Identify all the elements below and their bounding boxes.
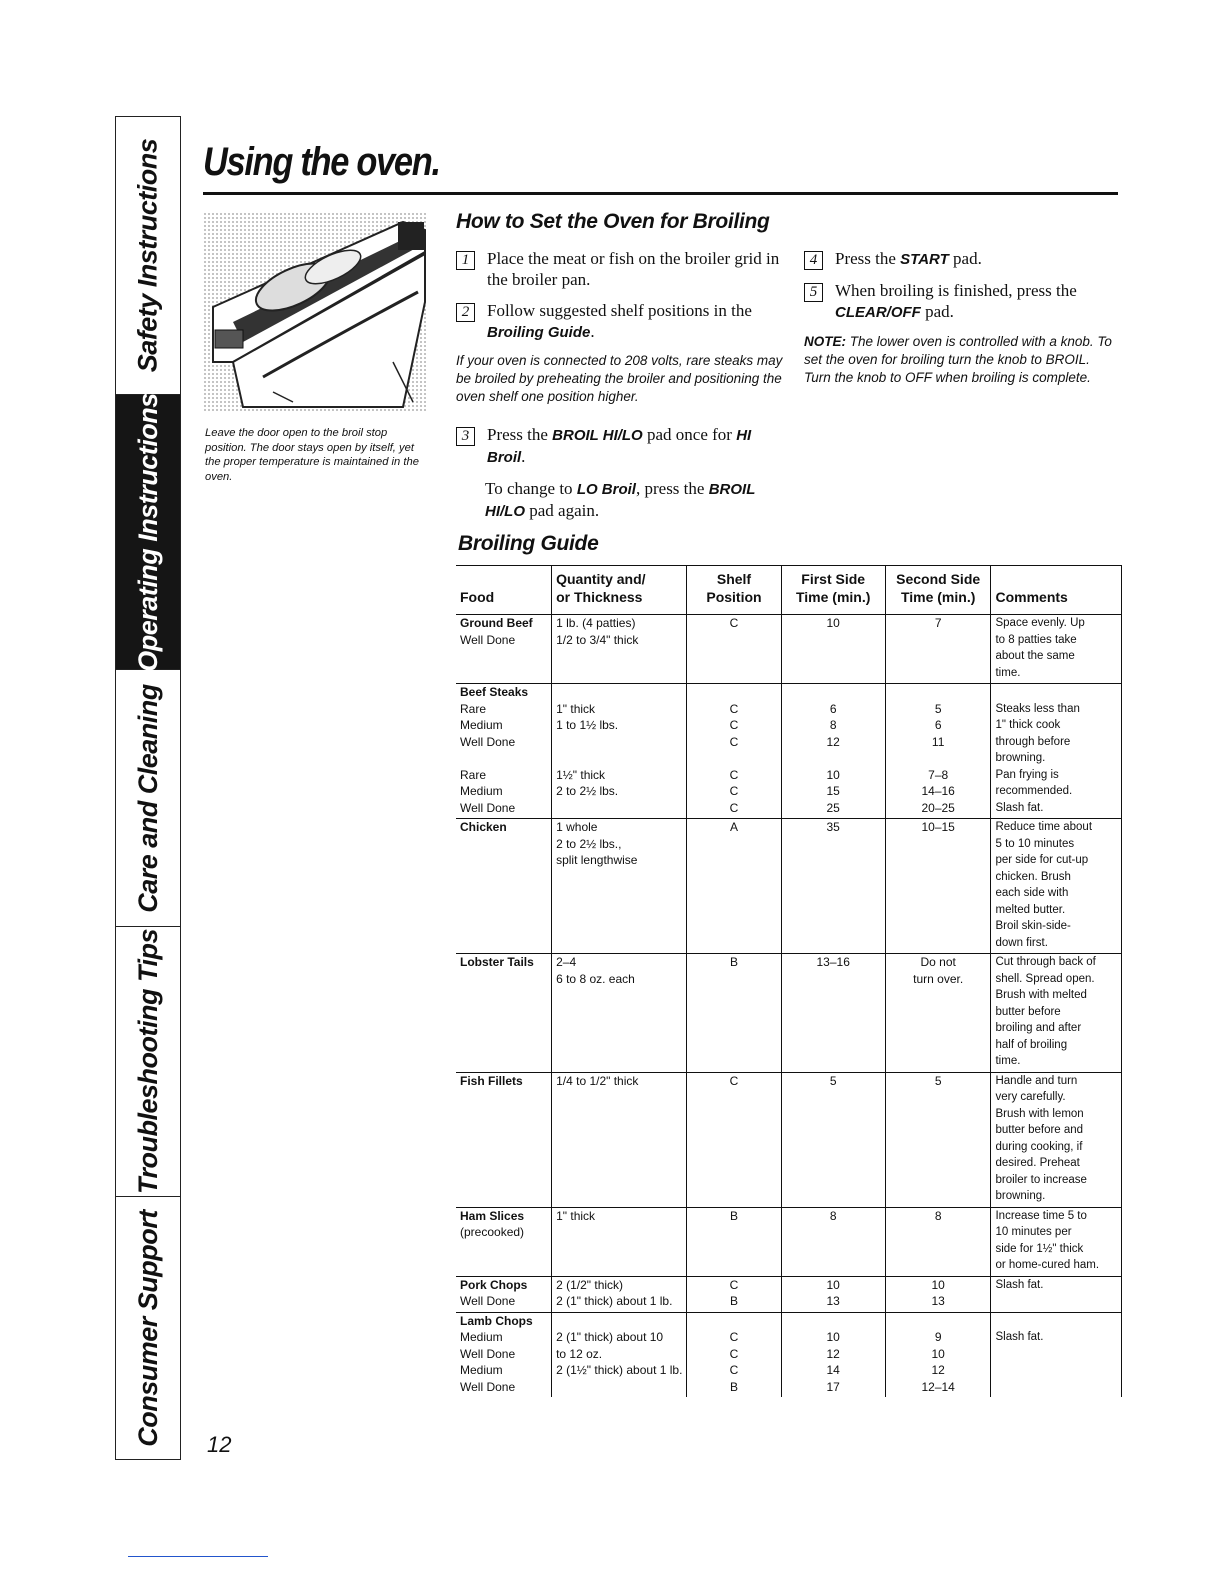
- quantity-cell-line: 2–4: [556, 955, 577, 969]
- food-cell: [456, 1072, 552, 1207]
- tab-operating-instructions[interactable]: [116, 392, 180, 672]
- title-rule: [203, 192, 1118, 195]
- start-pad-label: START: [900, 251, 949, 268]
- shelf-cell-line: B: [729, 1379, 738, 1394]
- step-4: [804, 248, 1124, 270]
- quantity-cell: [552, 954, 687, 1073]
- comments-cell: [991, 1276, 1122, 1312]
- comments-cell-line: Slash fat.: [995, 1331, 1044, 1343]
- comments-cell-line: very carefully.: [995, 1091, 1066, 1103]
- comments-cell-line: about the same: [995, 650, 1075, 662]
- table-row: [456, 1276, 1122, 1312]
- first-side-cell-line: 10: [826, 767, 840, 782]
- broiling-guide-table: [456, 565, 1122, 1397]
- food-cell: [456, 1276, 552, 1312]
- second-side-cell-line: 5: [934, 1073, 942, 1088]
- first-side-cell-line: [786, 684, 881, 701]
- comments-cell-line: 1" thick cook: [995, 719, 1061, 731]
- comments-cell-line: desired. Preheat: [995, 1157, 1080, 1169]
- shelf-cell-line: C: [729, 734, 739, 749]
- shelf-cell-line: B: [729, 1208, 738, 1223]
- comments-cell-line: Cut through back of: [995, 956, 1096, 968]
- header-comments: Comments: [991, 566, 1122, 615]
- broiling-guide-heading: Broiling Guide: [458, 532, 599, 555]
- shelf-cell-line: C: [729, 718, 739, 732]
- step-text: Press the BROIL HI/LO pad once for HI Broil.: [487, 425, 752, 466]
- food-cell-line: Ground Beef: [460, 616, 533, 630]
- shelf-cell: [687, 684, 781, 819]
- second-side-cell: [885, 1072, 991, 1207]
- second-side-cell-line: Do not: [920, 955, 956, 969]
- first-side-cell-line: 6: [829, 701, 837, 716]
- food-cell-line: Well Done: [460, 800, 516, 815]
- shelf-cell: [687, 1207, 781, 1276]
- quantity-cell-line: [556, 1313, 682, 1330]
- quantity-cell: [552, 819, 687, 954]
- quantity-cell-line: [556, 684, 682, 701]
- step-text: Press the START pad.: [835, 249, 982, 268]
- comments-cell-line: butter before and: [995, 1124, 1084, 1136]
- header-second-side: Second Side Time (min.): [885, 566, 991, 615]
- quantity-cell: [552, 1072, 687, 1207]
- comments-cell-line: [995, 1313, 1117, 1330]
- shelf-cell-line: [691, 750, 776, 767]
- table-row: [456, 684, 1122, 819]
- tab-label: Safety Instructions: [132, 138, 163, 373]
- second-side-cell-line: 7: [934, 616, 942, 630]
- food-cell-line: (precooked): [460, 1225, 525, 1239]
- tab-safety-instructions[interactable]: [116, 117, 180, 395]
- tab-label: Consumer Support: [132, 1209, 163, 1447]
- step-text: When broiling is finished, press the CLEAR/OFF pad.: [835, 281, 1077, 321]
- second-side-cell-line: 13: [931, 1294, 945, 1308]
- tab-label: Operating Instructions: [132, 392, 163, 672]
- quantity-cell-line: 2 to 2½ lbs.: [556, 784, 619, 798]
- comments-cell: [991, 1312, 1122, 1397]
- quantity-cell-line: 1/2 to 3/4" thick: [556, 632, 639, 647]
- quantity-cell-line: 6 to 8 oz. each: [556, 971, 635, 986]
- food-cell-line: Well Done: [460, 632, 516, 647]
- first-side-cell: [781, 1207, 885, 1276]
- first-side-cell: [781, 954, 885, 1073]
- step-1: [456, 248, 786, 290]
- second-side-cell-line: 10–15: [921, 820, 955, 834]
- shelf-cell-line: C: [729, 616, 739, 630]
- comments-cell: [991, 1207, 1122, 1276]
- comments-cell-line: butter before: [995, 1005, 1061, 1018]
- quantity-cell-line: 1/4 to 1/2" thick: [556, 1073, 639, 1088]
- food-cell-line: Lobster Tails: [460, 955, 534, 969]
- quantity-cell: [552, 1276, 687, 1312]
- first-side-cell: [781, 1276, 885, 1312]
- quantity-cell-line: [556, 1379, 682, 1396]
- table-row: [456, 819, 1122, 954]
- first-side-cell: [781, 684, 885, 819]
- comments-cell-line: or home-cured ham.: [995, 1259, 1100, 1271]
- second-side-cell-line: 6: [934, 718, 942, 732]
- quantity-cell-line: [556, 750, 682, 767]
- step-5: [804, 280, 1124, 323]
- voltage-note: If your oven is connected to 208 volts, rare steaks may be broiled by preheating the broiler and positioning the oven shelf one position higher.: [456, 353, 783, 404]
- first-side-cell-line: 5: [829, 1073, 837, 1088]
- illustration-caption: Leave the door open to the broil stop position. The door stays open by itself, yet the proper temperature is maintained in the oven.: [205, 427, 419, 483]
- step-3: [456, 424, 786, 468]
- food-cell: [456, 954, 552, 1073]
- shelf-cell-line: C: [729, 1073, 739, 1088]
- second-side-cell-line: 10: [931, 1277, 945, 1292]
- second-side-cell: [885, 684, 991, 819]
- food-cell-line: Lamb Chops: [460, 1313, 533, 1328]
- shelf-cell: [687, 1312, 781, 1397]
- comments-cell-line: browning.: [995, 1190, 1046, 1202]
- shelf-cell-line: C: [729, 1330, 739, 1344]
- food-cell-line: Well Done: [460, 1379, 516, 1394]
- comments-cell-line: to 8 patties take: [995, 633, 1077, 646]
- comments-cell-line: recommended.: [995, 785, 1073, 797]
- food-cell-line: Well Done: [460, 734, 516, 749]
- comments-cell-line: shell. Spread open.: [995, 972, 1095, 985]
- comments-cell-line: down first.: [995, 936, 1048, 949]
- comments-cell-line: browning.: [995, 752, 1046, 764]
- step-number: 5: [804, 283, 823, 302]
- shelf-cell-line: C: [729, 1277, 739, 1292]
- clear-off-pad-label: CLEAR/OFF: [835, 304, 921, 321]
- shelf-cell-line: C: [729, 800, 739, 815]
- shelf-cell-line: [691, 1313, 776, 1330]
- first-side-cell-line: 15: [826, 784, 840, 798]
- first-side-cell-line: 35: [826, 820, 840, 834]
- food-cell: [456, 615, 552, 684]
- food-cell-line: Medium: [460, 1363, 503, 1377]
- shelf-cell: [687, 615, 781, 684]
- step-number: 1: [456, 251, 475, 270]
- quantity-cell-line: 1 whole: [556, 820, 598, 834]
- food-cell-line: Rare: [460, 701, 487, 716]
- second-side-cell: [885, 954, 991, 1073]
- second-side-cell-line: [890, 1313, 987, 1330]
- quantity-cell-line: 1 lb. (4 patties): [556, 616, 636, 630]
- second-side-cell: [885, 1207, 991, 1276]
- quantity-cell-line: 2 (1" thick) about 10: [556, 1330, 664, 1344]
- quantity-cell: [552, 684, 687, 819]
- second-side-cell-line: 20–25: [921, 800, 955, 815]
- table-row: [456, 954, 1122, 1073]
- comments-cell-line: half of broiling: [995, 1038, 1068, 1051]
- quantity-cell-line: 1" thick: [556, 701, 596, 716]
- quantity-cell-line: 2 to 2½ lbs.,: [556, 836, 622, 851]
- second-side-cell: [885, 615, 991, 684]
- comments-cell-line: [995, 684, 1117, 701]
- shelf-cell: [687, 819, 781, 954]
- second-side-cell-line: 14–16: [921, 784, 955, 798]
- section-sidebar: [115, 116, 181, 1460]
- food-cell-line: Ham Slices: [460, 1208, 525, 1223]
- first-side-cell-line: 25: [826, 800, 840, 815]
- table-row: [456, 1312, 1122, 1397]
- broil-hilo-pad-label: BROIL HI/LO: [552, 427, 643, 444]
- second-side-cell-line: 12: [931, 1363, 945, 1377]
- page-title: Using the oven.: [203, 140, 440, 184]
- broiling-heading: How to Set the Oven for Broiling: [456, 210, 770, 233]
- second-side-cell-line: 7–8: [928, 767, 949, 782]
- shelf-cell: [687, 1072, 781, 1207]
- comments-cell-line: 5 to 10 minutes: [995, 837, 1075, 850]
- tab-troubleshooting-tips[interactable]: [116, 927, 180, 1197]
- step-number: 2: [456, 303, 475, 322]
- footer-rule: [128, 1556, 268, 1557]
- second-side-cell-line: 5: [934, 701, 942, 716]
- quantity-cell: [552, 1207, 687, 1276]
- tab-label: Care and Cleaning: [132, 683, 163, 913]
- comments-cell-line: during cooking, if: [995, 1140, 1083, 1153]
- first-side-cell-line: 10: [826, 616, 840, 630]
- shelf-cell-line: C: [729, 701, 739, 716]
- comments-cell-line: per side for cut-up: [995, 854, 1089, 866]
- quantity-cell-line: split lengthwise: [556, 853, 638, 867]
- quantity-cell-line: 2 (1/2" thick): [556, 1277, 624, 1292]
- food-cell: [456, 684, 552, 819]
- first-side-cell-line: 12: [826, 1346, 840, 1361]
- food-cell: [456, 819, 552, 954]
- food-cell: [456, 1207, 552, 1276]
- first-side-cell-line: 14: [826, 1363, 840, 1377]
- second-side-cell-line: 12–14: [921, 1379, 955, 1394]
- quantity-cell-line: 2 (1" thick) about 1 lb.: [556, 1294, 673, 1308]
- quantity-cell-line: [556, 800, 682, 817]
- comments-cell-line: Brush with lemon: [995, 1107, 1084, 1120]
- quantity-cell: [552, 1312, 687, 1397]
- header-first-side: First Side Time (min.): [781, 566, 885, 615]
- comments-cell-line: 10 minutes per: [995, 1226, 1072, 1238]
- shelf-cell-line: C: [729, 1346, 739, 1361]
- food-cell-line: Medium: [460, 1330, 503, 1344]
- comments-cell-line: melted butter.: [995, 903, 1066, 916]
- comments-cell-line: Reduce time about: [995, 821, 1093, 833]
- comments-cell-line: time.: [995, 666, 1021, 679]
- shelf-cell-line: [691, 684, 776, 701]
- comments-cell-line: Space evenly. Up: [995, 617, 1085, 629]
- broiling-guide-ref: Broiling Guide: [487, 324, 591, 341]
- quantity-cell: [552, 615, 687, 684]
- first-side-cell-line: 10: [826, 1330, 840, 1344]
- table-row: [456, 1072, 1122, 1207]
- step-2: [456, 300, 786, 343]
- comments-cell-line: Brush with melted: [995, 989, 1087, 1001]
- first-side-cell-line: 17: [826, 1379, 840, 1394]
- food-cell-line: Pork Chops: [460, 1277, 528, 1292]
- comments-cell-line: Broil skin-side-: [995, 920, 1071, 932]
- food-cell-line: Rare: [460, 767, 487, 782]
- first-side-cell: [781, 615, 885, 684]
- shelf-cell-line: B: [729, 1294, 738, 1308]
- food-cell-line: Fish Fillets: [460, 1073, 523, 1088]
- second-side-cell: [885, 1276, 991, 1312]
- first-side-cell-line: 8: [829, 1208, 837, 1223]
- shelf-cell-line: C: [729, 767, 739, 782]
- first-side-cell: [781, 819, 885, 954]
- food-cell-line: Chicken: [460, 820, 507, 834]
- second-side-cell-line: turn over.: [913, 971, 964, 986]
- second-side-cell-line: 8: [934, 1208, 942, 1223]
- first-side-cell: [781, 1312, 885, 1397]
- step-3-continued: [485, 478, 785, 522]
- comments-cell-line: chicken. Brush: [995, 870, 1071, 883]
- broil-hilo-pad-label: BROIL HI/LO: [485, 481, 756, 520]
- comments-cell-line: each side with: [995, 887, 1069, 899]
- second-side-cell-line: 10: [931, 1346, 945, 1361]
- first-side-cell-line: 13: [826, 1294, 840, 1308]
- step-number: 3: [456, 427, 475, 446]
- comments-cell: [991, 615, 1122, 684]
- comments-cell-line: side for 1½" thick: [995, 1242, 1084, 1255]
- second-side-cell-line: 9: [934, 1330, 942, 1344]
- quantity-cell-line: to 12 oz.: [556, 1346, 603, 1361]
- food-cell-line: Beef Steaks: [460, 685, 529, 699]
- shelf-cell: [687, 1276, 781, 1312]
- first-side-cell-line: 13–16: [816, 955, 850, 969]
- comments-cell: [991, 684, 1122, 819]
- quantity-cell-line: [556, 734, 682, 751]
- shelf-cell-line: B: [729, 955, 738, 969]
- table-row: [456, 615, 1122, 684]
- first-side-cell-line: 10: [826, 1277, 840, 1292]
- page-number: 12: [207, 1432, 232, 1457]
- comments-cell-line: through before: [995, 735, 1071, 748]
- quantity-cell-line: 1 to 1½ lbs.: [556, 718, 619, 732]
- second-side-cell: [885, 819, 991, 954]
- comments-cell: [991, 1072, 1122, 1207]
- second-side-cell-line: [890, 750, 987, 767]
- food-cell-line: Medium: [460, 718, 503, 732]
- comments-cell-line: broiler to increase: [995, 1173, 1087, 1186]
- shelf-cell: [687, 954, 781, 1073]
- comments-cell-line: broiling and after: [995, 1022, 1082, 1034]
- lo-broil-label: LO Broil: [576, 481, 636, 498]
- header-food: Food: [456, 566, 552, 615]
- food-cell-line: Well Done: [460, 1294, 516, 1308]
- step-number: 4: [804, 251, 823, 270]
- note-label: NOTE:: [804, 334, 846, 349]
- first-side-cell-line: [786, 1313, 881, 1330]
- comments-cell: [991, 954, 1122, 1073]
- table-header-row: [456, 566, 1122, 615]
- shelf-cell-line: A: [729, 820, 738, 834]
- second-side-cell-line: [890, 684, 987, 701]
- comments-cell-line: Slash fat.: [995, 801, 1044, 814]
- header-quantity: Quantity and/ or Thickness: [552, 566, 687, 615]
- header-shelf: Shelf Position: [687, 566, 781, 615]
- lower-oven-note: NOTE: The lower oven is controlled with a knob. To set the oven for broiling turn the knob to BROIL. Turn the knob to OFF when broiling is complete.: [804, 334, 1112, 385]
- first-side-cell-line: 12: [826, 734, 840, 749]
- step-text: Place the meat or fish on the broiler grid in the broiler pan.: [487, 249, 780, 289]
- oven-door-illustration: [203, 212, 428, 412]
- table-row: [456, 1207, 1122, 1276]
- quantity-cell-line: 2 (1½" thick) about 1 lb.: [556, 1363, 683, 1377]
- step-text: To change to LO Broil, press the BROIL HI/LO pad again.: [485, 479, 756, 520]
- tab-consumer-support[interactable]: [116, 1197, 180, 1459]
- comments-cell-line: Increase time 5 to: [995, 1209, 1087, 1222]
- comments-cell-line: Slash fat.: [995, 1278, 1044, 1291]
- comments-cell: [991, 819, 1122, 954]
- second-side-cell-line: 11: [931, 734, 945, 749]
- second-side-cell: [885, 1312, 991, 1397]
- first-side-cell-line: [786, 750, 881, 767]
- tab-care-and-cleaning[interactable]: [116, 670, 180, 927]
- comments-cell-line: time.: [995, 1055, 1021, 1067]
- shelf-cell-line: C: [729, 1363, 739, 1377]
- first-side-cell-line: 8: [829, 718, 837, 732]
- hi-broil-label: HI Broil: [487, 427, 752, 466]
- food-cell: [456, 1312, 552, 1397]
- comments-cell-line: Handle and turn: [995, 1074, 1078, 1087]
- first-side-cell: [781, 1072, 885, 1207]
- comments-cell-line: Pan frying is: [995, 768, 1059, 781]
- shelf-cell-line: C: [729, 784, 739, 798]
- food-cell-line: Medium: [460, 784, 503, 798]
- step-text: Follow suggested shelf positions in the Broiling Guide.: [487, 301, 752, 341]
- quantity-cell-line: 1" thick: [556, 1208, 596, 1223]
- tab-label: Troubleshooting Tips: [132, 929, 163, 1194]
- comments-cell-line: Steaks less than: [995, 702, 1080, 715]
- quantity-cell-line: 1½" thick: [556, 767, 606, 782]
- food-cell-line: [460, 750, 547, 767]
- food-cell-line: Well Done: [460, 1346, 516, 1361]
